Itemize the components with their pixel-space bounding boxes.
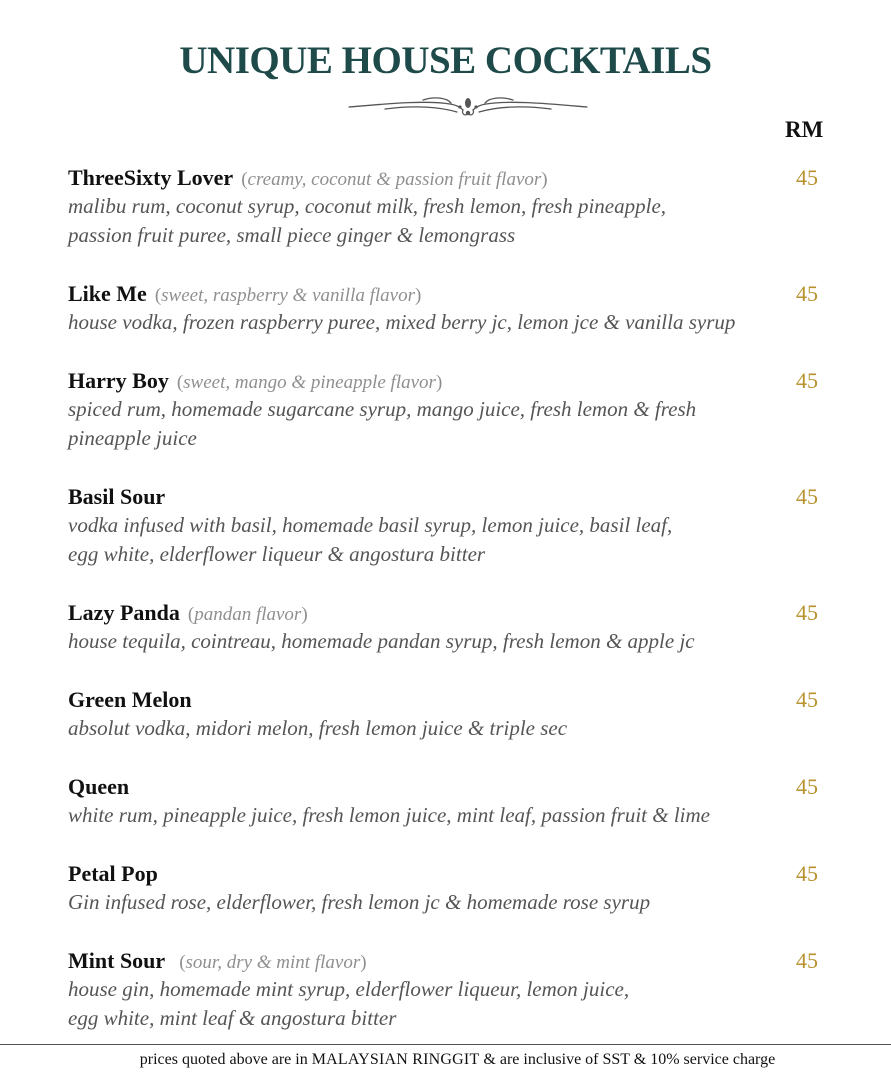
menu-item-description: pineapple juice — [68, 426, 197, 450]
disclaimer-currency: MALAYSIAN RINGGIT — [311, 1051, 480, 1068]
menu-item-description: Gin infused rose, elderflower, fresh lemon jc & homemade rose syrup — [68, 890, 651, 914]
menu-item — [68, 482, 828, 569]
disclaimer-prefix: prices quoted above are in — [139, 1051, 308, 1068]
menu-item — [68, 163, 828, 250]
menu-item-description: malibu rum, coconut syrup, coconut milk, fresh lemon, fresh pineapple, — [68, 194, 667, 218]
menu-item-price: 45 — [796, 774, 818, 799]
menu-item-name: Mint Sour — [68, 948, 166, 973]
menu-item-header — [68, 279, 828, 308]
menu-item-header — [68, 482, 828, 511]
menu-item — [68, 859, 828, 917]
menu-item-description: absolut vodka, midori melon, fresh lemon juice & triple sec — [68, 716, 568, 740]
menu-item-name: Green Melon — [68, 687, 192, 712]
page-title: UNIQUE HOUSE COCKTAILS — [179, 39, 712, 82]
menu-item-name: Basil Sour — [68, 484, 166, 509]
disclaimer-suffix: & are inclusive of SST & 10% service charge — [483, 1051, 776, 1068]
price-disclaimer — [0, 1051, 891, 1069]
menu-item-description: house gin, homemade mint syrup, elderflower liqueur, lemon juice, — [68, 977, 630, 1001]
menu-item-name: ThreeSixty Lover — [68, 165, 234, 190]
menu-item-header — [68, 772, 828, 801]
footer-divider — [0, 1044, 891, 1045]
menu-item-flavor: (creamy, coconut & passion fruit flavor) — [241, 169, 548, 190]
menu-item-header — [68, 366, 828, 395]
menu-item-price: 45 — [796, 948, 818, 973]
menu-item-description: egg white, elderflower liqueur & angostura bitter — [68, 542, 486, 566]
menu-item-header — [68, 859, 828, 888]
menu-item-description: white rum, pineapple juice, fresh lemon juice, mint leaf, passion fruit & lime — [68, 803, 710, 827]
menu-item-name: Queen — [68, 774, 130, 799]
menu-item-price: 45 — [796, 861, 818, 886]
menu-item-price: 45 — [796, 165, 818, 190]
menu-item-name: Lazy Panda — [68, 600, 180, 625]
cocktail-menu — [68, 163, 828, 1062]
menu-item-name: Like Me — [68, 281, 147, 306]
menu-item-header — [68, 685, 828, 714]
menu-item-flavor: (sweet, mango & pineapple flavor) — [176, 372, 443, 393]
menu-item — [68, 946, 828, 1033]
flourish-divider-icon — [345, 90, 591, 118]
menu-item-flavor: (pandan flavor) — [187, 604, 308, 625]
menu-item — [68, 685, 828, 743]
menu-item-description: vodka infused with basil, homemade basil syrup, lemon juice, basil leaf, — [68, 513, 673, 537]
menu-item-price: 45 — [796, 600, 818, 625]
menu-item — [68, 772, 828, 830]
menu-item-price: 45 — [796, 281, 818, 306]
menu-item-flavor: (sour, dry & mint flavor) — [179, 952, 367, 973]
menu-item-header — [68, 946, 828, 975]
menu-item — [68, 279, 828, 337]
currency-heading: RM — [785, 117, 824, 142]
menu-item-description: house tequila, cointreau, homemade pandan syrup, fresh lemon & apple jc — [68, 629, 695, 653]
menu-item-description: spiced rum, homemade sugarcane syrup, mango juice, fresh lemon & fresh — [68, 397, 697, 421]
menu-item-price: 45 — [796, 687, 818, 712]
menu-item-header — [68, 598, 828, 627]
menu-item-description: egg white, mint leaf & angostura bitter — [68, 1006, 397, 1030]
menu-item-description: house vodka, frozen raspberry puree, mixed berry jc, lemon jce & vanilla syrup — [68, 310, 736, 334]
menu-item-flavor: (sweet, raspberry & vanilla flavor) — [154, 285, 422, 306]
menu-item — [68, 366, 828, 453]
menu-item-description: passion fruit puree, small piece ginger & lemongrass — [68, 223, 516, 247]
menu-item-price: 45 — [796, 484, 818, 509]
menu-item — [68, 598, 828, 656]
menu-item-name: Harry Boy — [68, 368, 169, 393]
menu-item-price: 45 — [796, 368, 818, 393]
menu-item-header — [68, 163, 828, 192]
menu-item-name: Petal Pop — [68, 861, 158, 886]
